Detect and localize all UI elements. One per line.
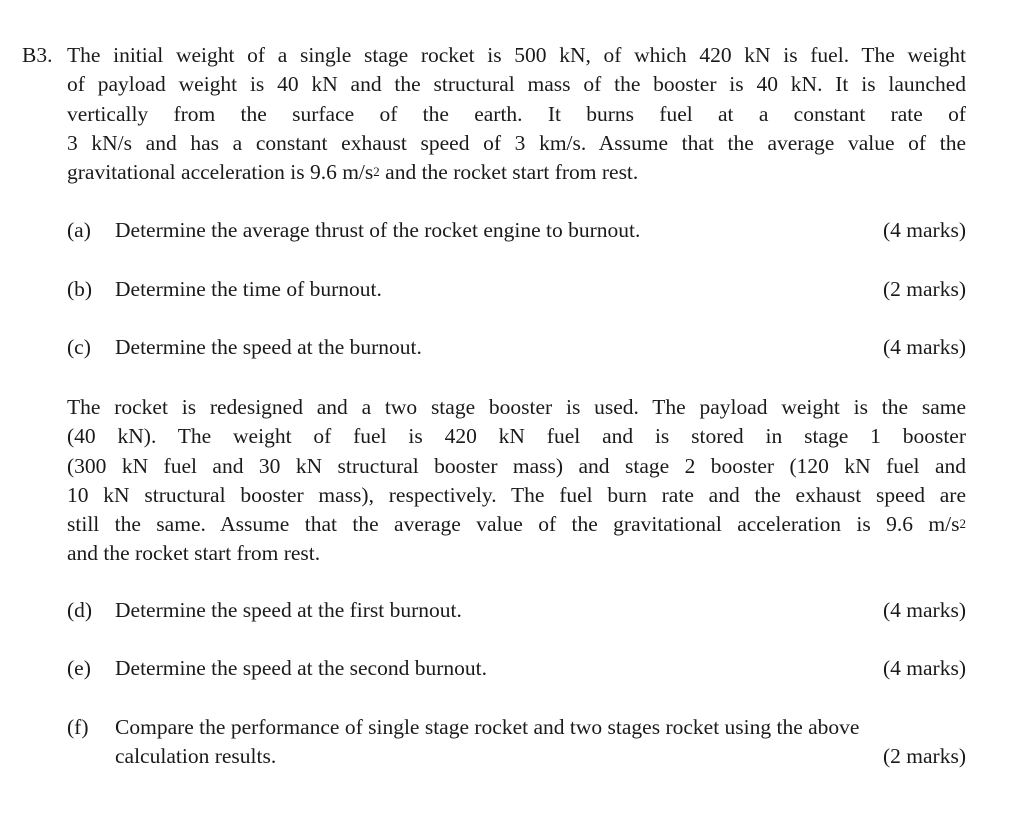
intro-line-text: and the rocket start from rest. [379,160,639,185]
part-label: (d) [67,598,93,622]
intro-line: (300 kN fuel and 30 kN structural booster mass) and stage 2 booster (120 kN fuel and [67,453,966,478]
intro-line: and the rocket start from rest. [67,541,321,566]
part-label: (b) [67,277,93,301]
intro-line: (40 kN). The weight of fuel is 420 kN fuel and is stored in stage 1 booster [67,424,966,449]
part-marks: (2 marks) [883,744,966,768]
part-marks: (4 marks) [883,335,966,359]
intro-line: vertically from the surface of the earth. It burns fuel at a constant rate of [67,101,966,126]
part-label: (e) [67,656,91,680]
part-text: Compare the performance of single stage rocket and two stages rocket using the above [115,715,860,739]
intro-line: The rocket is redesigned and a two stage booster is used. The payload weight is the same [67,395,966,419]
intro-line-text: gravitational acceleration is 9.6 m/s [67,160,374,185]
part-label: (f) [67,715,89,739]
part-text: Determine the time of burnout. [115,277,382,301]
part-label: (a) [67,218,91,242]
part-text: Determine the speed at the second burnout. [115,656,487,680]
part-text: Determine the speed at the burnout. [115,335,422,359]
intro-line [67,158,966,187]
part-text: Determine the speed at the first burnout. [115,598,462,622]
intro-line: 10 kN structural booster mass), respectively. The fuel burn rate and the exhaust speed are [67,482,966,507]
question-number: B3. [22,43,53,67]
question-intro [67,41,966,187]
intro-line: of payload weight is 40 kN and the structural mass of the booster is 40 kN. It is launched [67,72,966,97]
part-marks: (4 marks) [883,598,966,622]
second-intro [67,393,966,569]
superscript: 2 [959,516,966,532]
intro-line-text: still the same. Assume that the average value of the gravitational acceleration is 9.6 m/s [67,512,960,537]
part-marks: (4 marks) [883,656,966,680]
intro-line [67,510,966,539]
part-marks: (2 marks) [883,277,966,301]
part-marks: (4 marks) [883,218,966,242]
part-label: (c) [67,335,91,359]
superscript: 2 [373,164,380,180]
part-text: Determine the average thrust of the rocket engine to burnout. [115,218,641,242]
part-text-continued: calculation results. [115,744,277,768]
intro-line: The initial weight of a single stage rocket is 500 kN, of which 420 kN is fuel. The weight [67,43,966,67]
intro-line: 3 kN/s and has a constant exhaust speed of 3 km/s. Assume that the average value of the [67,130,966,155]
